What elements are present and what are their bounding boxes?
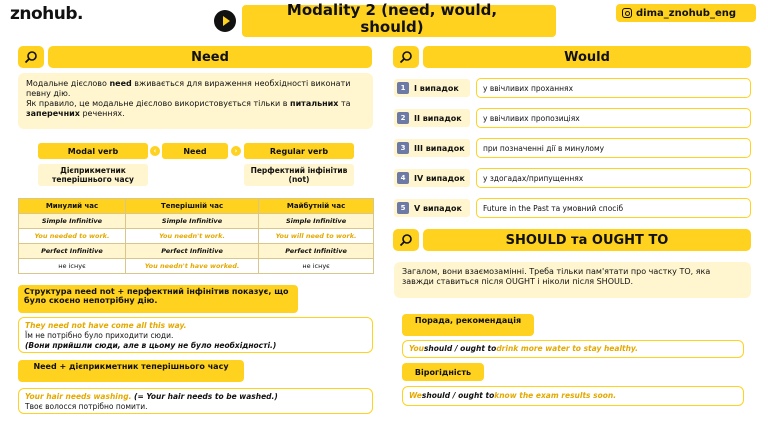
table-row: You needed to work. You needn't work. You will need to work. xyxy=(19,229,374,244)
tenses-table xyxy=(18,198,374,274)
structure-label: Структура need not + перфектний інфінітив показує, що було скоєно непотрібну дію. xyxy=(18,285,298,313)
list-item: 1 I випадок у ввічливих проханнях xyxy=(394,78,751,98)
need-header: Need xyxy=(48,46,372,68)
list-item: 2 II випадок у ввічливих пропозиціях xyxy=(394,108,751,128)
list-item: 4 IV випадок у здогадах/припущеннях xyxy=(394,168,751,188)
case-number-icon: 3 xyxy=(397,142,409,154)
pill-modal-verb: Modal verb xyxy=(38,143,148,159)
case-number-icon: 2 xyxy=(397,112,409,124)
probability-label: Вірогідність xyxy=(402,363,484,381)
table-header: Теперішній час xyxy=(125,199,258,214)
example-needs-washing: Your hair needs washing. (= Your hair needs to be washed.) Твоє волосся потрібно помити. xyxy=(18,388,373,414)
chevron-left-icon: ‹ xyxy=(150,146,160,156)
chevron-right-icon: › xyxy=(231,146,241,156)
table-row: Simple Infinitive Simple Infinitive Simple Infinitive xyxy=(19,214,374,229)
brand-logo: znohub. xyxy=(10,4,84,24)
should-note: Загалом, вони взаємозамінні. Треба тільки пам'ятати про частку TO, яка завжди ставиться після OUGHT і ніколи після SHOULD. xyxy=(394,262,751,298)
instagram-tag[interactable] xyxy=(616,4,756,22)
case-number-icon: 5 xyxy=(397,202,409,214)
list-item: 5 V випадок Future in the Past та умовний спосіб xyxy=(394,198,751,218)
example-need-not: They need not have come all this way. Їм не потрібно було приходити сюди. (Вони прийшли сюди, але в цьому не було необхідності.) xyxy=(18,317,373,353)
case-number-icon: 1 xyxy=(397,82,409,94)
play-icon[interactable] xyxy=(214,10,236,32)
table-row: не існує You needn't have worked. не існує xyxy=(19,259,374,274)
should-header: SHOULD та OUGHT TO xyxy=(423,229,751,251)
search-icon xyxy=(18,46,44,68)
table-row: Perfect Infinitive Perfect Infinitive Perfect Infinitive xyxy=(19,244,374,259)
search-icon xyxy=(393,229,419,251)
table-header: Майбутній час xyxy=(259,199,374,214)
case-number-icon: 4 xyxy=(397,172,409,184)
advice-label: Порада, рекомендація xyxy=(402,314,534,336)
would-header: Would xyxy=(423,46,751,68)
pill-participle: Дієприкметник теперішнього часу xyxy=(38,164,148,186)
table-header: Минулий час xyxy=(19,199,126,214)
pill-regular-verb: Regular verb xyxy=(244,143,354,159)
participle-label: Need + дієприкметник теперішнього часу xyxy=(18,360,244,382)
probability-example: We should / ought to know the exam results soon. xyxy=(402,386,744,406)
page-title: Modality 2 (need, would, should) xyxy=(286,1,498,36)
instagram-icon xyxy=(622,8,632,18)
list-item: 3 III випадок при позначенні дії в минулому xyxy=(394,138,751,158)
search-icon xyxy=(393,46,419,68)
would-cases-list xyxy=(394,78,751,218)
pill-need: Need xyxy=(162,143,228,159)
pill-perfect-infinitive: Перфектний інфінітив (not) xyxy=(244,164,354,186)
instagram-handle: dima_znohub_eng xyxy=(636,7,737,19)
need-intro: Модальне дієслово need вживається для вираження необхідності виконати певну дію. Як правило, це модальне дієслово використовується тільки в питальних та заперечних реченнях. xyxy=(18,73,373,129)
advice-example: You should / ought to drink more water to stay healthy. xyxy=(402,340,744,358)
